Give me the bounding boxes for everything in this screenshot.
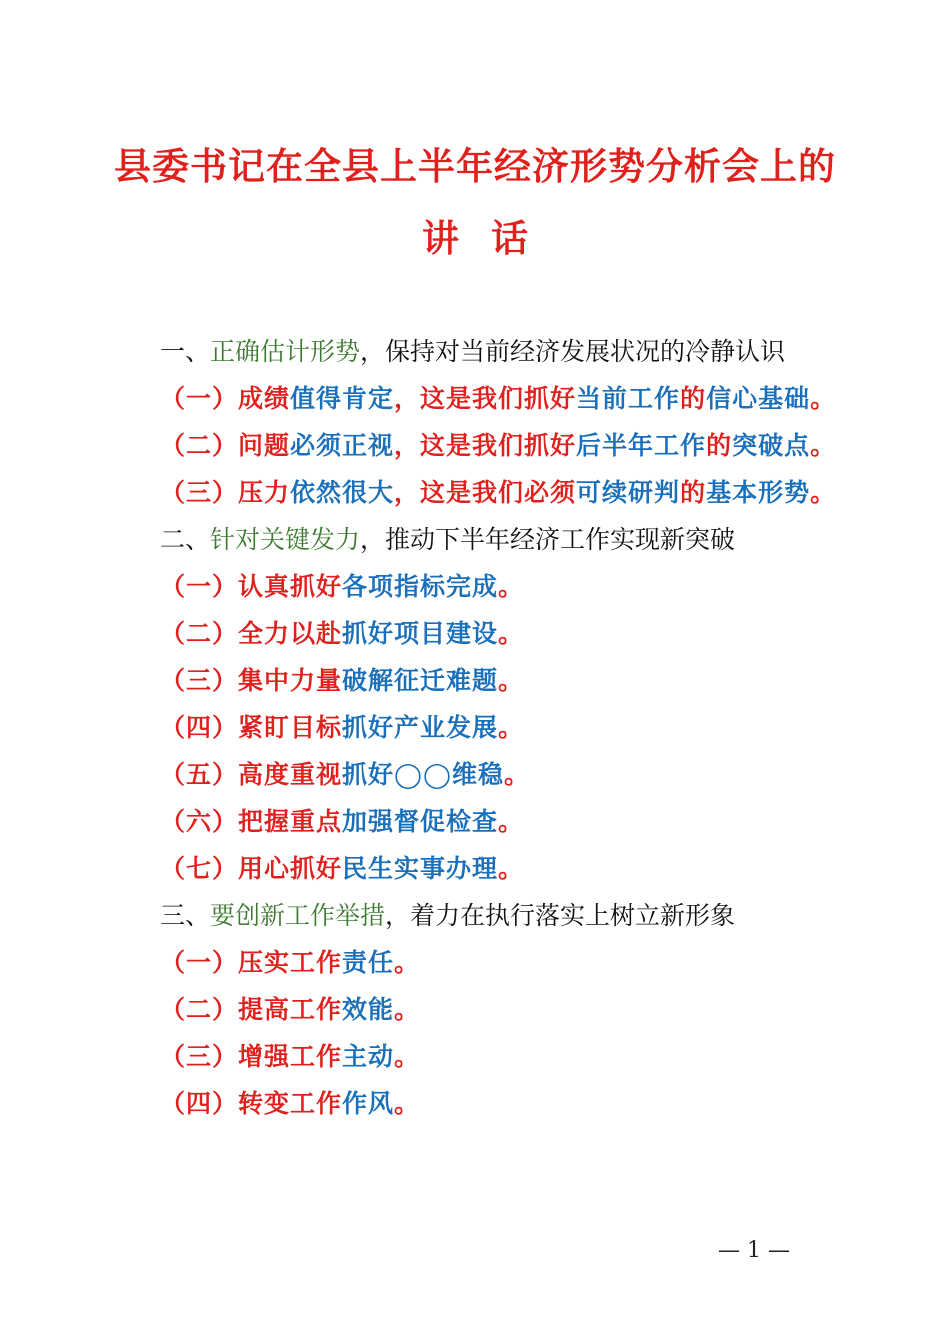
section-item-segment: 的 bbox=[680, 478, 707, 507]
section-item-segment: 。 bbox=[394, 1089, 421, 1118]
section-heading-segment: 要创新工作举措 bbox=[210, 901, 386, 930]
section-item-segment: ，这是我们必须 bbox=[394, 478, 577, 507]
section-heading bbox=[160, 335, 785, 369]
section-item-segment: （七）用心抓好 bbox=[160, 854, 343, 883]
section-item-segment: 后半年工作 bbox=[576, 431, 707, 460]
section-item bbox=[160, 852, 524, 886]
section-item-segment: 。 bbox=[503, 760, 530, 789]
section-item bbox=[160, 758, 530, 792]
section-item-segment: 可续研判 bbox=[576, 478, 681, 507]
section-item-segment: 各项指标完成 bbox=[342, 572, 499, 601]
section-item-segment: ，这是我们抓好 bbox=[394, 431, 577, 460]
section-item-segment: 的 bbox=[706, 431, 733, 460]
section-item bbox=[160, 711, 524, 745]
section-item-segment: 。 bbox=[810, 384, 837, 413]
section-item-segment: 基本形势 bbox=[706, 478, 811, 507]
section-heading-segment: 正确估计形势 bbox=[210, 337, 361, 366]
section-item bbox=[160, 429, 836, 463]
section-item-segment: 抓好项目建设 bbox=[342, 619, 499, 648]
section-item-segment: 民生实事办理 bbox=[342, 854, 499, 883]
section-item-segment: （三）增强工作 bbox=[160, 1042, 343, 1071]
section-item-segment: 。 bbox=[394, 948, 421, 977]
section-item-segment: 依然很大 bbox=[290, 478, 395, 507]
section-item-segment: 信心基础 bbox=[706, 384, 811, 413]
section-item-segment: 作风 bbox=[342, 1089, 395, 1118]
section-item bbox=[160, 993, 420, 1027]
section-item-segment: （二）提高工作 bbox=[160, 995, 343, 1024]
section-item-segment: 。 bbox=[498, 666, 525, 695]
section-item-segment: 。 bbox=[394, 1042, 421, 1071]
section-item-segment: ，这是我们抓好 bbox=[394, 384, 577, 413]
section-item-segment: 。 bbox=[498, 619, 525, 648]
section-item-segment: （五）高度重视 bbox=[160, 760, 343, 789]
section-heading-segment: ，着力在执行落实上树立新形象 bbox=[385, 901, 736, 930]
section-item-segment: 破解征迁难题 bbox=[342, 666, 499, 695]
section-item-segment: （六）把握重点 bbox=[160, 807, 343, 836]
section-item-segment: 抓好◯◯维稳 bbox=[342, 760, 504, 789]
section-item bbox=[160, 382, 836, 416]
document-title-line1: 县委书记在全县上半年经济形势分析会上的 bbox=[114, 144, 836, 188]
section-item-segment: 的 bbox=[680, 384, 707, 413]
section-item-segment: （三）压力 bbox=[160, 478, 291, 507]
page-number: — 1 — bbox=[718, 1238, 790, 1263]
section-heading-segment: 一、 bbox=[160, 337, 211, 366]
section-item bbox=[160, 476, 836, 510]
section-item-segment: 责任 bbox=[342, 948, 395, 977]
section-item-segment: 抓好产业发展 bbox=[342, 713, 499, 742]
section-heading-segment: 针对关键发力 bbox=[210, 525, 361, 554]
section-item-segment: （二）问题 bbox=[160, 431, 291, 460]
section-heading bbox=[160, 523, 735, 557]
section-item bbox=[160, 617, 524, 651]
section-item-segment: 。 bbox=[498, 854, 525, 883]
section-heading-segment: 三、 bbox=[160, 901, 211, 930]
section-item-segment: 。 bbox=[810, 431, 837, 460]
section-item-segment: （一）压实工作 bbox=[160, 948, 343, 977]
section-heading-segment: 二、 bbox=[160, 525, 211, 554]
section-item-segment: （一）成绩 bbox=[160, 384, 291, 413]
section-heading-segment: ，保持对当前经济发展状况的冷静认识 bbox=[360, 337, 786, 366]
section-item-segment: 。 bbox=[810, 478, 837, 507]
section-item-segment: 加强督促检查 bbox=[342, 807, 499, 836]
section-item-segment: 主动 bbox=[342, 1042, 395, 1071]
section-item-segment: 当前工作 bbox=[576, 384, 681, 413]
section-item-segment: 突破点 bbox=[732, 431, 811, 460]
section-item bbox=[160, 1087, 420, 1121]
section-item-segment: （四）紧盯目标 bbox=[160, 713, 343, 742]
section-item bbox=[160, 805, 524, 839]
section-item-segment: 。 bbox=[394, 995, 421, 1024]
section-item bbox=[160, 946, 420, 980]
section-item bbox=[160, 570, 524, 604]
document-title-line2: 讲话 bbox=[422, 216, 560, 260]
section-item bbox=[160, 664, 524, 698]
section-item-segment: （三）集中力量 bbox=[160, 666, 343, 695]
section-item-segment: 。 bbox=[498, 713, 525, 742]
section-heading-segment: ，推动下半年经济工作实现新突破 bbox=[360, 525, 736, 554]
section-item-segment: 值得肯定 bbox=[290, 384, 395, 413]
section-item-segment: 。 bbox=[498, 807, 525, 836]
section-item-segment: （四）转变工作 bbox=[160, 1089, 343, 1118]
section-item-segment: （一）认真抓好 bbox=[160, 572, 343, 601]
section-heading bbox=[160, 899, 735, 933]
section-item-segment: 。 bbox=[498, 572, 525, 601]
section-item-segment: 必须正视 bbox=[290, 431, 395, 460]
section-item-segment: 效能 bbox=[342, 995, 395, 1024]
section-item-segment: （二）全力以赴 bbox=[160, 619, 343, 648]
section-item bbox=[160, 1040, 420, 1074]
